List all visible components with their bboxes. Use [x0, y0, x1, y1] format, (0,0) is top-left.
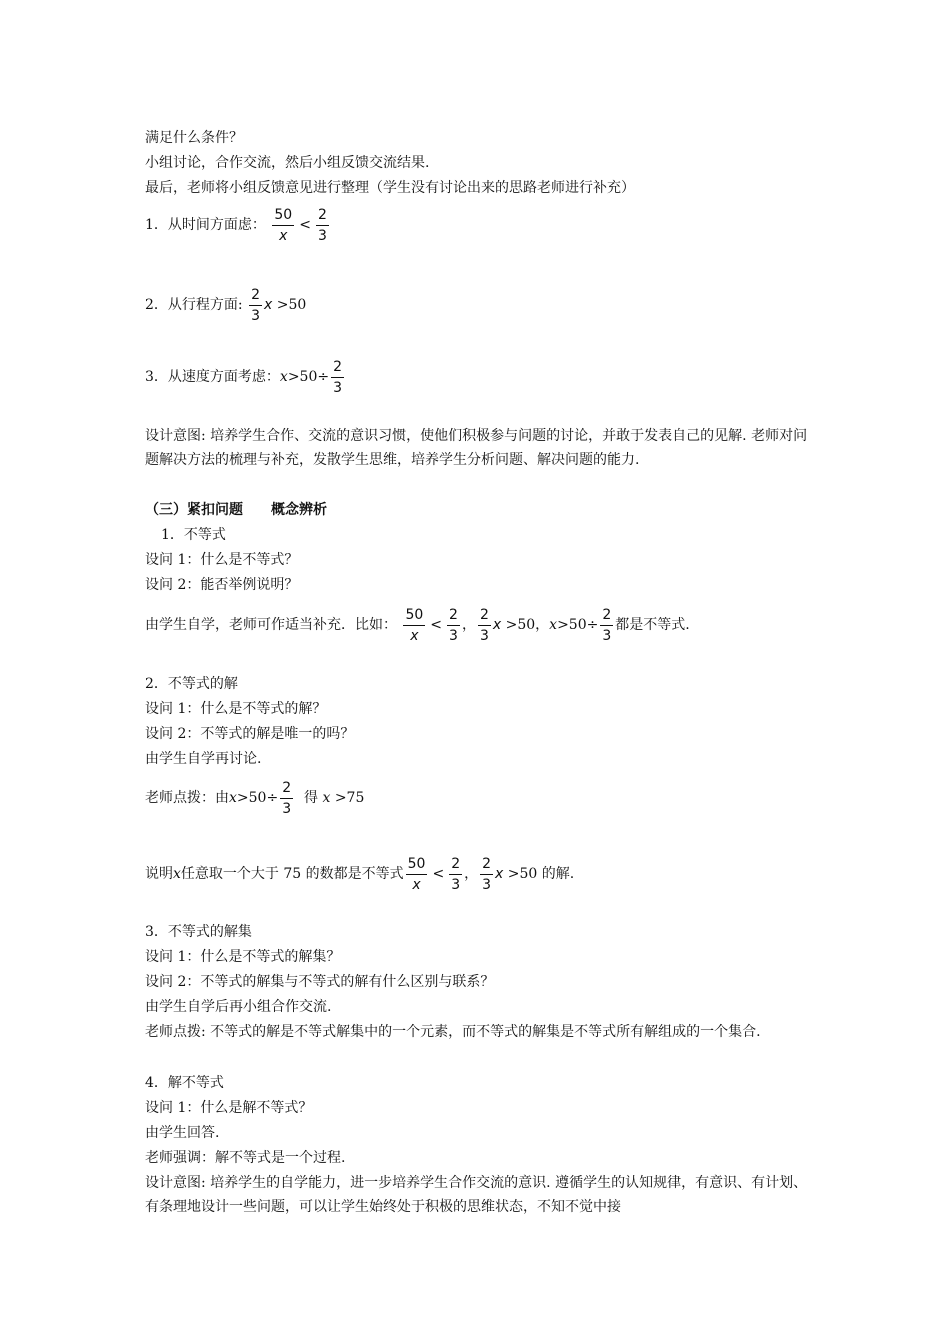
text-line: 由学生回答.: [145, 1125, 220, 1141]
text-line: 最后，老师将小组反馈意见进行整理（学生没有讨论出来的思路老师进行补充）: [145, 180, 635, 196]
subsection-heading: 1．不等式: [161, 527, 226, 543]
teacher-hint-line: [145, 776, 364, 820]
section-heading: （三）紧扣问题 概念辨析: [145, 502, 327, 518]
fraction-50-over-x: $\frac{50}{x}$: [274, 206, 293, 244]
comma: ，: [464, 866, 479, 882]
greater-than-50-div: >50÷: [236, 790, 279, 806]
variable-x: x: [229, 790, 237, 806]
greater-than-75: >75: [334, 790, 365, 806]
variable-x: x: [495, 866, 504, 882]
subsection-heading: 4．解不等式: [145, 1075, 224, 1091]
question-line: 设问 1：什么是不等式的解集？: [145, 949, 341, 965]
greater-than-50-div: >50÷: [557, 617, 599, 633]
distance-inequality-line: [145, 283, 306, 327]
fraction-2-over-3: $\frac{2}{3}$: [317, 206, 327, 244]
greater-than-50-div: >50÷: [287, 369, 330, 385]
item-label: 1．从时间方面虑：: [145, 217, 266, 233]
question-line: 设问 1：什么是不等式的解？: [145, 701, 327, 717]
subsection-heading: 2．不等式的解: [145, 676, 238, 692]
less-than-sign: <: [430, 617, 443, 633]
fraction-50-over-x: $\frac{50}{x}$: [407, 855, 426, 893]
explanation-intro: 说明: [145, 866, 173, 882]
less-than-sign: <: [299, 217, 311, 233]
fraction-2-over-3: $\frac{2}{3}$: [251, 286, 260, 324]
design-intent-paragraph: 设计意图: 培养学生的自学能力，进一步培养学生合作交流的意识. 遵循学生的认知规律，有意识、有计划、有条理地设计一些问题，可以让学生始终处于积极的思维状态，不知不觉中接: [145, 1175, 808, 1215]
less-than-sign: <: [432, 866, 445, 882]
explanation-text: 任意取一个大于 75 的数都是不等式: [180, 866, 404, 882]
variable-x: x: [322, 790, 331, 806]
fraction-2-over-3: $\frac{2}{3}$: [602, 606, 612, 644]
hint-result-word: 得: [304, 790, 319, 806]
fraction-2-over-3: $\frac{2}{3}$: [333, 358, 343, 396]
item-label: 3．从速度方面考虑：: [145, 369, 280, 385]
question-line: 设问 2：不等式的解是唯一的吗？: [145, 726, 355, 742]
variable-x: x: [549, 617, 558, 633]
time-inequality-line: [145, 203, 331, 247]
fraction-2-over-3: $\frac{2}{3}$: [451, 855, 461, 893]
solution-explanation-line: [145, 852, 574, 896]
text-line: 由学生自学后再小组合作交流.: [145, 999, 332, 1015]
comma: ，: [535, 617, 550, 633]
text-line: 由学生自学再讨论.: [145, 751, 262, 767]
variable-x: x: [173, 866, 181, 882]
example-conclusion: 都是不等式.: [615, 617, 690, 633]
comma: ，: [461, 617, 476, 633]
text-line: 小组讨论，合作交流，然后小组反馈交流结果.: [145, 155, 430, 171]
question-line: 设问 1：什么是解不等式？: [145, 1100, 313, 1116]
fraction-50-over-x: $\frac{50}{x}$: [405, 606, 424, 644]
variable-x: x: [264, 297, 273, 313]
variable-x: x: [279, 369, 288, 385]
text-line: 老师强调：解不等式是一个过程.: [145, 1150, 346, 1166]
greater-than-50: >50: [505, 617, 536, 633]
explanation-conclusion: >50 的解.: [507, 866, 575, 882]
text-line: 满足什么条件？: [145, 130, 243, 146]
hint-intro: 老师点拨：由: [145, 790, 229, 806]
question-line: 设问 2：能否举例说明？: [145, 577, 299, 593]
fraction-2-over-3: $\frac{2}{3}$: [282, 779, 292, 817]
fraction-2-over-3: $\frac{2}{3}$: [449, 606, 458, 644]
item-label: 2．从行程方面:: [145, 297, 243, 313]
subsection-heading: 3．不等式的解集: [145, 924, 252, 940]
inequality-examples-line: [145, 603, 690, 647]
greater-than-50: >50: [276, 297, 307, 313]
teacher-hint-paragraph: 老师点拨: 不等式的解是不等式解集中的一个元素，而不等式的解集是不等式所有解组成的一个集合.: [145, 1024, 761, 1040]
example-intro: 由学生自学，老师可作适当补充．比如：: [145, 617, 397, 633]
fraction-2-over-3: $\frac{2}{3}$: [482, 855, 492, 893]
fraction-2-over-3: $\frac{2}{3}$: [479, 606, 489, 644]
speed-inequality-line: [145, 355, 346, 399]
variable-x: x: [492, 617, 502, 633]
question-line: 设问 1：什么是不等式？: [145, 552, 299, 568]
design-intent-paragraph: 设计意图: 培养学生合作、交流的意识习惯，使他们积极参与问题的讨论，并敢于发表自己的见解. 老师对问题解决方法的梳理与补充，发散学生思维，培养学生分析问题、解决问题的能力.: [145, 428, 808, 468]
question-line: 设问 2：不等式的解集与不等式的解有什么区别与联系？: [145, 974, 495, 990]
